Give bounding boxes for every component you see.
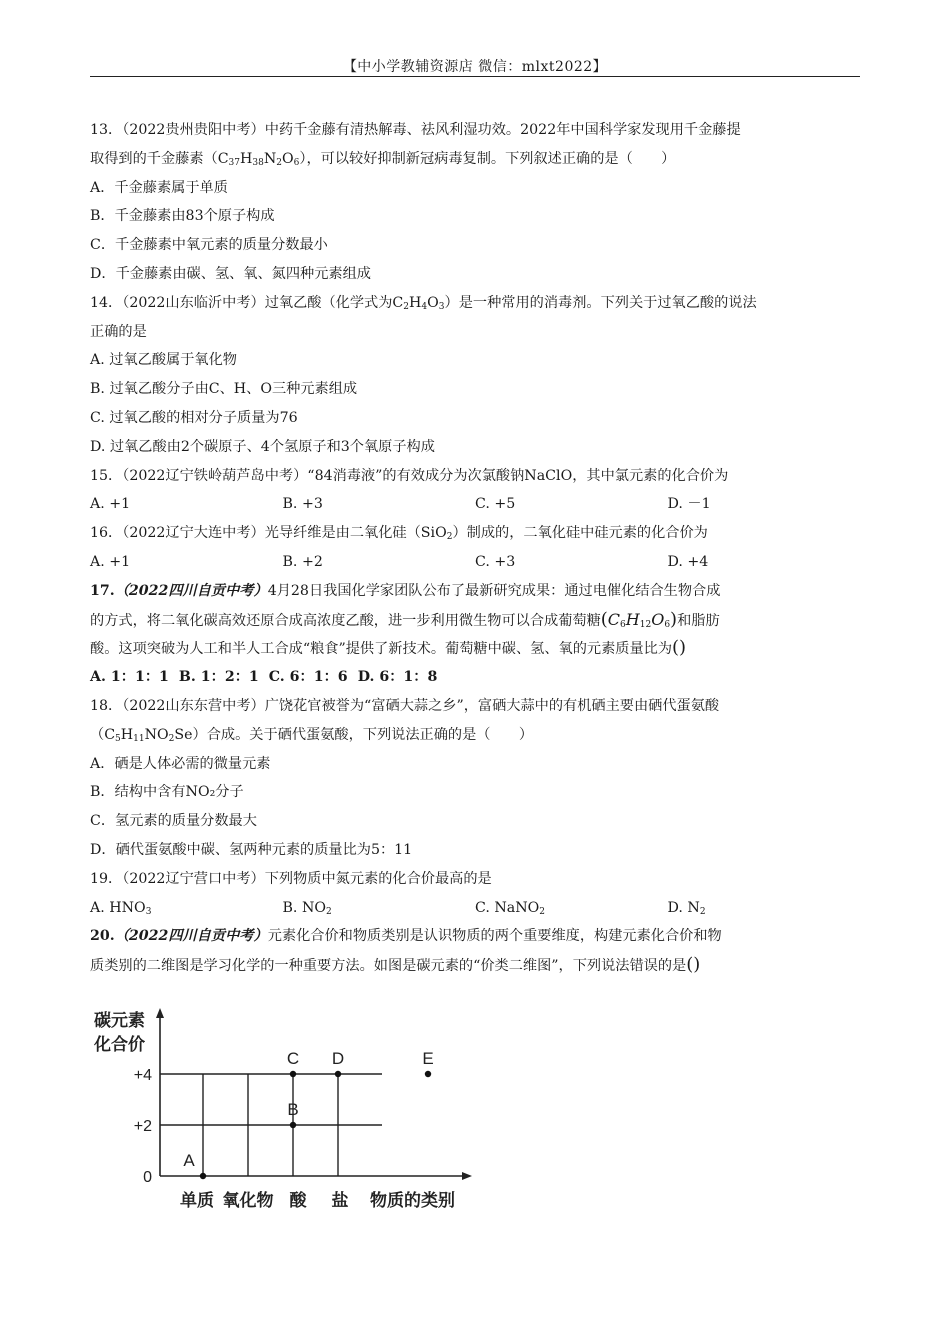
q18-stem-text: （C	[90, 726, 116, 743]
q17-stem-text: 的方式，将二氧化碳高效还原合成高浓度乙酸，进一步利用微生物可以合成葡萄糖	[90, 612, 601, 629]
subscript: 2	[403, 301, 410, 312]
q19-option-b	[283, 894, 476, 923]
q16-stem	[90, 519, 860, 548]
q15-stem: 15．（2022辽宁铁岭葫芦岛中考）“84消毒液”的有效成分为次氯酸钠NaClO，其中氯元素的化合价为	[90, 467, 729, 484]
x-category-labels	[180, 1190, 349, 1210]
y-axis-label-line1: 碳元素	[94, 1011, 145, 1030]
q14-option-d: D. 过氧乙酸由2个碳原子、4个氢原子和3个氧原子构成	[90, 438, 435, 455]
q14-option-c: C. 过氧乙酸的相对分子质量为76	[90, 409, 298, 426]
x-category-label: 盐	[331, 1191, 349, 1210]
q13-stem-line2	[90, 145, 860, 174]
q18-option-b: B．结构中含有NO₂分子	[90, 784, 244, 801]
q13-stem-line1: 13．（2022贵州贵阳中考）中药千金藤有清热解毒、祛风利湿功效。2022年中国科学家发现用千金藤提	[90, 122, 741, 138]
y-tick-label: +2	[133, 1118, 152, 1135]
subscript: 3	[438, 301, 445, 312]
q17-option-d: D. 6：1：8	[357, 669, 438, 686]
answer-paren: ()	[672, 637, 687, 659]
q17-stem-text: 和脂肪	[677, 612, 720, 629]
subscript: 3	[145, 906, 152, 917]
q17-stem-line2	[90, 606, 860, 635]
q14-stem-text: 14．（2022山东临沂中考）过氧乙酸（化学式为C	[90, 294, 404, 311]
q19-option-b-text: B. NO	[282, 899, 326, 916]
element-symbol: H	[409, 294, 422, 311]
point-a-label: A	[183, 1151, 195, 1170]
subscript: 38	[252, 157, 264, 168]
q18-stem-text: ）合成。关于硒代蛋氨酸，下列说法正确的是（ ）	[192, 726, 534, 743]
q17-stem-line3	[90, 634, 860, 663]
x-axis-arrow	[462, 1172, 472, 1180]
q16-option-b: B. +2	[282, 553, 323, 570]
q14-stem-line1	[90, 289, 860, 318]
q20-stem-text: 元素化合价和物质类别是认识物质的两个重要维度，构建元素化合价和物	[267, 928, 722, 945]
y-tick-label: +4	[133, 1067, 152, 1084]
q16-stem-text: ）制成的，二氧化硅中硅元素的化合价为	[452, 525, 708, 542]
q17-stem-text: 4月28日我国化学家团队公布了最新研究成果：通过电催化结合生物合成	[267, 582, 721, 599]
subscript: 2	[699, 906, 706, 917]
header-divider	[90, 76, 860, 77]
q14-stem-line2: 正确的是	[90, 323, 147, 340]
open-paren: (	[600, 608, 608, 630]
q20-stem-line1	[90, 922, 860, 951]
point-d-marker	[335, 1071, 341, 1077]
q20-number: 20.	[90, 928, 115, 945]
q13-option-a: A．千金藤素属于单质	[90, 179, 228, 196]
q16-stem-text: 16．（2022辽宁大连中考）光导纤维是由二氧化硅（SiO	[90, 525, 447, 542]
q16-option-d: D. +4	[667, 553, 709, 570]
subscript: 5	[115, 733, 121, 744]
q13-option-d: D．千金藤素由碳、氢、氧、氮四种元素组成	[90, 265, 371, 282]
q17-options	[90, 663, 860, 692]
element-symbol: Se	[174, 726, 193, 743]
element-symbol: O	[651, 609, 665, 629]
q14-option-b: B. 过氧乙酸分子由C、H、O三种元素组成	[90, 381, 358, 398]
q19-option-d	[668, 894, 861, 923]
page-header: 【中小学教辅资源店 微信：mlxt2022】	[342, 59, 608, 75]
answer-paren: ()	[686, 954, 701, 976]
q15-options	[90, 490, 860, 519]
question-content	[90, 116, 860, 980]
x-category-label: 酸	[289, 1191, 307, 1210]
q20-source: （2022四川自贡中考）	[114, 928, 268, 945]
q15-option-d: D. －1	[667, 496, 711, 513]
y-axis-label-line2: 化合价	[94, 1035, 145, 1054]
carbon-valence-chart	[90, 1004, 490, 1214]
point-e-marker	[425, 1071, 431, 1077]
y-tick-label: 0	[143, 1169, 152, 1186]
q17-option-c: C. 6：1：6	[268, 669, 348, 686]
q13-option-b: B．千金藤素由83个原子构成	[90, 208, 275, 225]
q18-option-c: C．氢元素的质量分数最大	[90, 813, 257, 830]
q19-option-c	[475, 894, 668, 923]
subscript: 6	[293, 157, 300, 168]
point-c-marker	[290, 1071, 296, 1077]
q17-stem-line1	[90, 577, 860, 606]
subscript: 11	[133, 733, 145, 744]
q19-option-c-text: C. NaNO	[475, 899, 540, 916]
chart-svg	[90, 1004, 490, 1214]
q19-option-a-text: A. HNO	[90, 899, 146, 916]
element-symbol: H	[625, 609, 640, 629]
q19-option-d-text: D. N	[667, 899, 700, 916]
q18-option-a: A．硒是人体必需的微量元素	[90, 755, 271, 772]
subscript: 6	[664, 619, 671, 630]
x-category-label: 单质	[180, 1191, 214, 1210]
q18-stem-line2	[90, 721, 860, 750]
y-axis-arrow	[156, 1008, 164, 1018]
q19-option-a	[90, 894, 283, 923]
subscript: 2	[168, 733, 175, 744]
subscript: 6	[620, 619, 626, 630]
element-symbol: O	[281, 150, 294, 167]
subscript: 4	[421, 301, 428, 312]
q19-stem: 19．（2022辽宁营口中考）下列物质中氮元素的化合价最高的是	[90, 870, 492, 887]
subscript: 2	[539, 906, 546, 917]
chart-points	[183, 1049, 433, 1179]
q18-option-d: D．硒代蛋氨酸中碳、氢两种元素的质量比为5：11	[90, 841, 413, 858]
point-a-marker	[200, 1173, 206, 1179]
q20-stem-text: 质类别的二维图是学习化学的一种重要方法。如图是碳元素的“价类二维图”，下列说法错误的是	[90, 958, 687, 975]
element-symbol: C	[607, 609, 621, 629]
x-category-label: 氧化物	[222, 1191, 274, 1210]
q15-option-a: A. +1	[90, 496, 131, 513]
element-symbol: H	[120, 726, 134, 743]
subscript: 2	[446, 532, 453, 543]
q19-options	[90, 894, 860, 923]
q17-option-b: B. 1：2：1	[178, 669, 259, 686]
q20-stem-line2	[90, 951, 860, 980]
q17-option-a: A. 1：1：1	[90, 669, 169, 686]
q13-stem-text: 取得到的千金藤素（C	[90, 150, 229, 167]
subscript: 2	[276, 157, 282, 168]
element-symbol: H	[240, 150, 253, 167]
subscript: 37	[228, 157, 240, 168]
q14-option-a: A. 过氧乙酸属于氧化物	[90, 352, 237, 369]
element-symbol: NO	[144, 726, 169, 743]
q14-stem-text: ）是一种常用的消毒剂。下列关于过氧乙酸的说法	[444, 294, 757, 311]
q18-stem-line1: 18．（2022山东东营中考）广饶花官被誉为“富硒大蒜之乡”，富硒大蒜中的有机硒主要由硒代蛋氨酸	[90, 697, 720, 714]
point-e-label: E	[422, 1049, 434, 1068]
q16-options	[90, 548, 860, 577]
q15-option-b: B. +3	[282, 496, 323, 513]
q17-stem-text: 酸。这项突破为人工和半人工合成“粮食”提供了新技术。葡萄糖中碳、氢、氧的元素质量比为	[90, 641, 673, 658]
q13-option-c: C．千金藤素中氧元素的质量分数最小	[90, 237, 328, 254]
point-c-label: C	[286, 1049, 300, 1068]
q13-stem-text: ），可以较好抑制新冠病毒复制。下列叙述正确的是（ ）	[299, 150, 676, 167]
q16-option-a: A. +1	[90, 553, 131, 570]
q17-source: （2022四川自贡中考）	[114, 582, 268, 599]
close-paren: )	[670, 608, 678, 630]
q17-number: 17.	[90, 582, 115, 599]
subscript: 2	[326, 906, 332, 917]
q15-option-c: C. +5	[475, 496, 516, 513]
point-b-label: B	[287, 1100, 299, 1119]
element-symbol: N	[263, 150, 277, 167]
subscript: 12	[639, 619, 652, 630]
element-symbol: O	[427, 294, 439, 311]
x-axis-label: 物质的类别	[370, 1191, 455, 1210]
q16-option-c: C. +3	[475, 553, 516, 570]
point-d-label: D	[331, 1049, 345, 1068]
y-tick-labels	[134, 1067, 152, 1186]
point-b-marker	[290, 1122, 296, 1128]
